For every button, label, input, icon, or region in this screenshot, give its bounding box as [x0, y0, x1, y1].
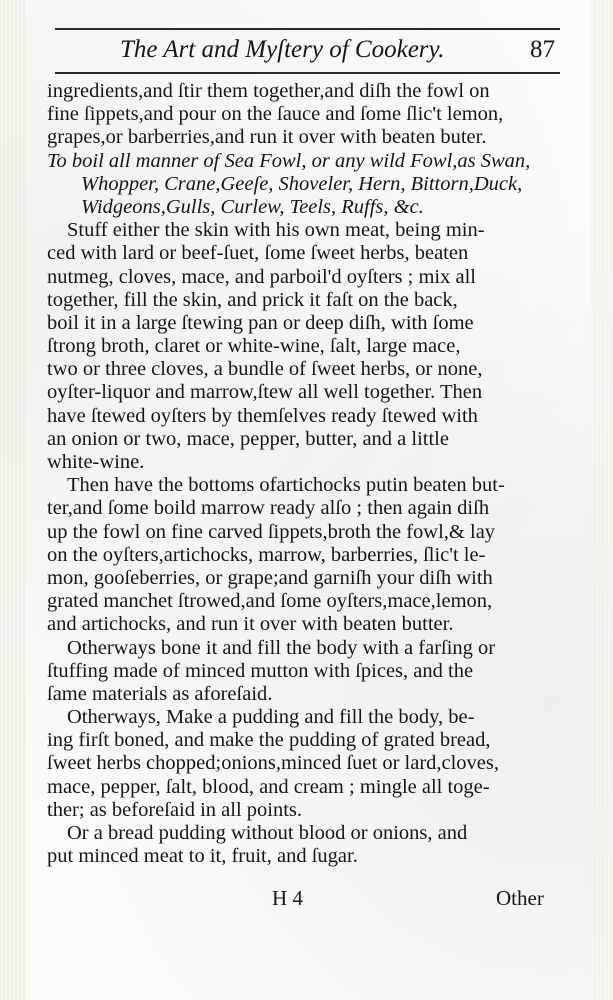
text-line: ing firſt boned, and make the pudding of grated bread, — [47, 729, 491, 752]
text-line: ced with lard or beef-ſuet, ſome ſweet herbs, beaten — [47, 242, 469, 265]
paragraph-start-line: Stuff either the skin with his own meat, being min- — [67, 219, 485, 242]
page-footer — [0, 886, 613, 916]
text-line: fine ſippets,and pour on the ſauce and ſome ſlic't lemon, — [47, 103, 504, 126]
text-line: white-wine. — [47, 451, 145, 473]
text-line: two or three cloves, a bundle of ſweet herbs, or none, — [47, 358, 483, 381]
catchword: Other — [496, 886, 544, 910]
recipe-heading-line: Whopper, Crane,Geeſe, Shoveler, Hern, Bittorn,Duck, — [81, 172, 523, 195]
right-page-edge — [591, 0, 613, 1000]
paragraph-start-line: Or a bread pudding without blood or onions, and — [67, 822, 468, 844]
body-text — [47, 80, 565, 868]
text-line: ther; as beforeſaid in all points. — [47, 798, 303, 821]
text-line: have ſtewed oyſters by themſelves ready ſtewed with — [47, 404, 478, 427]
text-line: and artichocks, and run it over with beaten butter. — [47, 613, 454, 636]
paragraph-start-line: Otherways, Make a pudding and fill the body, be- — [67, 706, 475, 729]
text-line: ſame materials as aforeſaid. — [47, 682, 273, 705]
left-page-edge — [0, 0, 26, 1000]
running-title: The Art and Myſtery of Cookery. — [120, 36, 445, 63]
signature-mark: H 4 — [272, 886, 303, 910]
paragraph-start-line: Otherways bone it and fill the body with a farſing or — [67, 636, 496, 659]
text-line: mace, pepper, ſalt, blood, and cream ; mingle all toge- — [47, 775, 490, 798]
text-line: ingredients,and ſtir them together,and diſh the fowl on — [47, 80, 490, 102]
header-rule — [55, 72, 560, 74]
paragraph-start-line: Then have the bottoms ofartichocks putin beaten but- — [67, 474, 505, 497]
recipe-heading-line: To boil all manner of Sea Fowl, or any wild Fowl,as Swan, — [47, 149, 531, 172]
text-line: ſtuffing made of minced mutton with ſpices, and the — [47, 659, 474, 682]
text-line: grated manchet ſtrowed,and ſome oyſters,mace,lemon, — [47, 590, 493, 613]
text-line: an onion or two, mace, pepper, butter, and a little — [47, 427, 449, 450]
text-line: ſweet herbs chopped;onions,minced ſuet or lard,cloves, — [47, 752, 500, 775]
text-line: boil it in a large ſtewing pan or deep diſh, with ſome — [47, 311, 474, 334]
text-line: oyſter-liquor and marrow,ſtew all well together. Then — [47, 381, 483, 404]
text-line: put minced meat to it, fruit, and ſugar. — [47, 845, 358, 868]
text-line: ter,and ſome boild marrow ready alſo ; then again diſh — [47, 497, 490, 520]
text-line: ſtrong broth, claret or white-wine, ſalt, large mace, — [47, 335, 461, 358]
text-line: on the oyſters,artichocks, marrow, barberries, ſlic't le- — [47, 543, 486, 566]
page-number: 87 — [530, 36, 555, 63]
text-line: nutmeg, cloves, mace, and parboil'd oyſters ; mix all — [47, 265, 476, 288]
text-line: up the fowl on fine carved ſippets,broth the fowl,& lay — [47, 520, 496, 543]
text-line: mon, gooſeberries, or grape;and garniſh your diſh with — [47, 566, 493, 589]
top-rule — [55, 28, 560, 30]
recipe-heading-line: Widgeons,Gulls, Curlew, Teels, Ruffs, &c. — [81, 195, 424, 218]
page-header — [0, 34, 613, 74]
text-line: grapes,or barberries,and run it over with beaten buter. — [47, 126, 487, 149]
text-line: together, fill the skin, and prick it faſt on the back, — [47, 288, 458, 311]
